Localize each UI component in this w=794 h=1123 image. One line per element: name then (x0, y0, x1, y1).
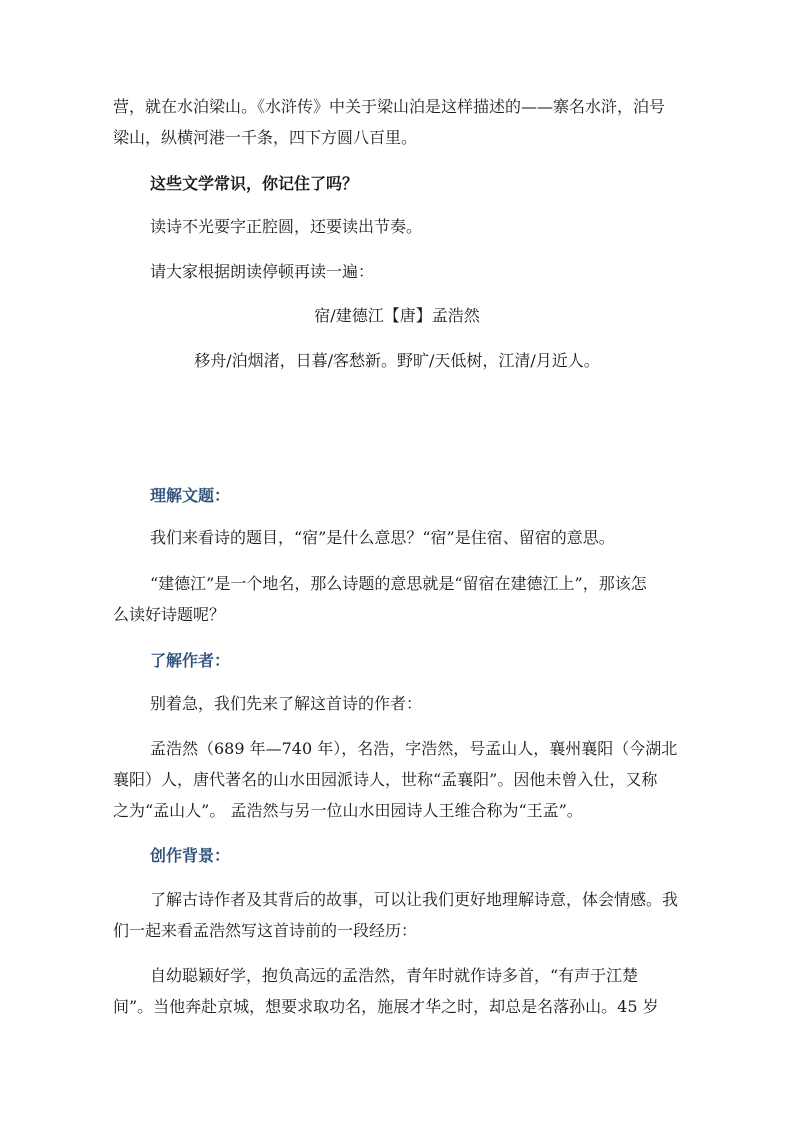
reading-prompt: 请大家根据朗读停顿再读一遍： (150, 262, 375, 281)
title-understanding-p2-line1: “建德江”是一个地名，那么诗题的意思就是“留宿在建德江上”，那该怎 (150, 574, 647, 593)
background-p1-line1: 了解古诗作者及其背后的故事，可以让我们更好地理解诗意，体会情感。我 (150, 890, 679, 909)
poem-title: 宿/建德江【唐】孟浩然 (314, 306, 480, 325)
background-p2-line1: 自幼聪颖好学，抱负高远的孟浩然，青年时就作诗多首，“有声于江楚 (150, 966, 639, 985)
heading-background: 创作背景： (150, 846, 231, 865)
intro-line-2: 梁山，纵横河港一千条，四下方圆八百里。 (113, 128, 418, 147)
intro-line-1: 营，就在水泊梁山。《水浒传》中关于梁山泊是这样描述的——寨名水浒，泊号 (113, 97, 666, 116)
author-p2-line3: 之为“孟山人”。 孟浩然与另一位山水田园诗人王维合称为“王孟”。 (113, 801, 583, 820)
author-p2-line2: 襄阳）人，唐代著名的山水田园派诗人，世称“孟襄阳”。因他未曾入仕，又称 (113, 770, 658, 789)
title-understanding-p2-line2: 么读好诗题呢？ (113, 605, 226, 624)
reading-tip: 读诗不光要字正腔圆，还要读出节奏。 (150, 217, 423, 236)
author-p2-line1: 孟浩然（689 年—740 年），名浩，字浩然，号孟山人，襄州襄阳（今湖北 (150, 739, 678, 758)
background-p1-line2: 们一起来看孟浩然写这首诗前的一段经历： (113, 921, 418, 940)
author-p1: 别着急，我们先来了解这首诗的作者： (150, 694, 423, 713)
heading-author: 了解作者： (150, 651, 231, 670)
heading-title-understanding: 理解文题： (150, 486, 231, 505)
poem-body: 移舟/泊烟渚，日暮/客愁新。野旷/天低树，江清/月近人。 (194, 351, 600, 370)
title-understanding-p1: 我们来看诗的题目，“宿”是什么意思？“宿”是住宿、留宿的意思。 (150, 528, 615, 547)
background-p2-line2: 间”。当他奔赴京城，想要求取功名，施展才华之时，却总是名落孙山。45 岁 (113, 997, 659, 1016)
literary-question: 这些文学常识，你记住了吗？ (150, 174, 359, 193)
